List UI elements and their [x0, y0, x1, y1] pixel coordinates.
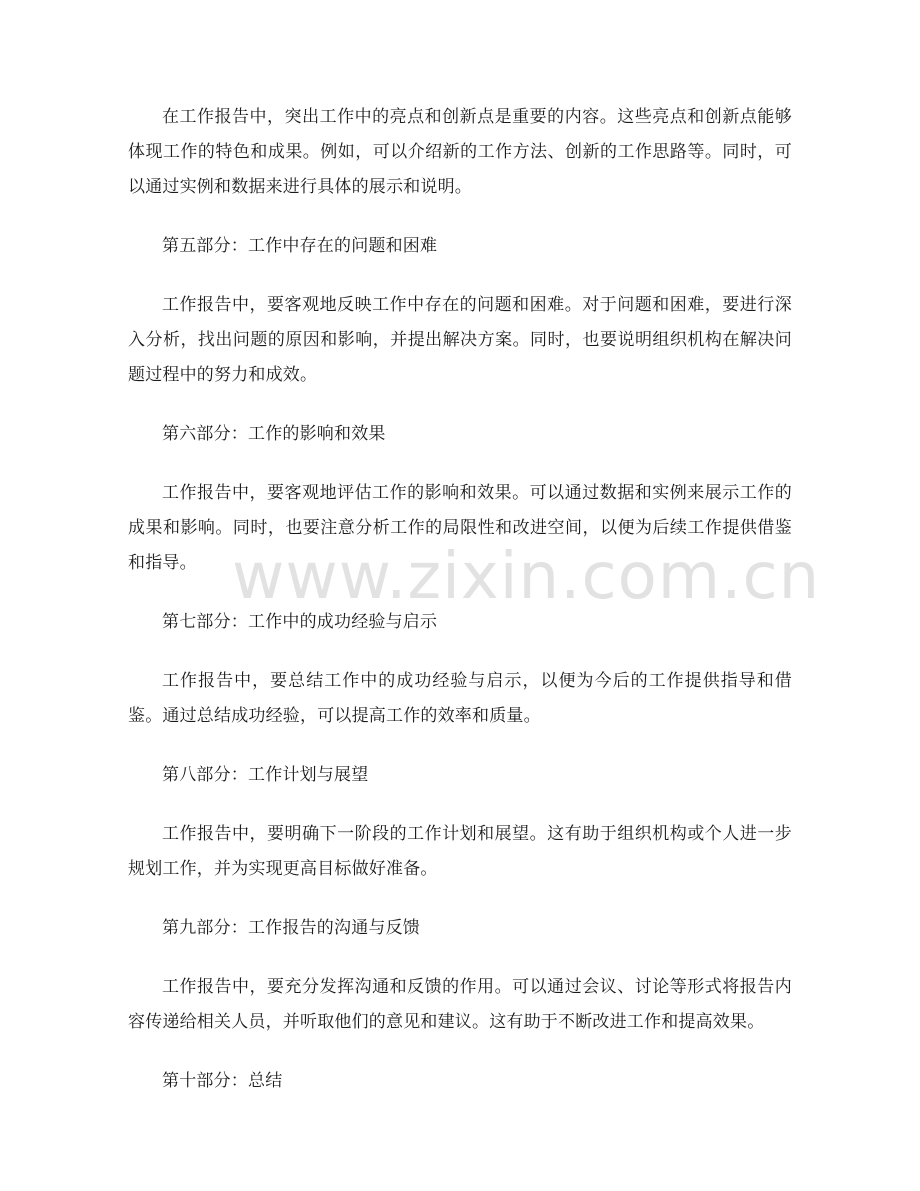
document-body: [128, 100, 792, 1123]
section-heading-8: 第八部分：工作计划与展望: [162, 765, 369, 785]
paragraph-highlights: 在工作报告中，突出工作中的亮点和创新点是重要的内容。这些亮点和创新点能够体现工作的特色和成果。例如，可以介绍新的工作方法、创新的工作思路等。同时，可以通过实例和数据来进行具体的展示和说明。: [128, 107, 792, 197]
section-heading-6: 第六部分：工作的影响和效果: [162, 424, 386, 444]
section-heading-7: 第七部分：工作中的成功经验与启示: [162, 612, 438, 632]
watermark: www.zixin.com.cn: [232, 540, 821, 614]
paragraph-feedback: 工作报告中，要充分发挥沟通和反馈的作用。可以通过会议、讨论等形式将报告内容传递给相关人员，并听取他们的意见和建议。这有助于不断改进工作和提高效果。: [128, 977, 792, 1032]
paragraph-experience: 工作报告中，要总结工作中的成功经验与启示，以便为今后的工作提供指导和借鉴。通过总结成功经验，可以提高工作的效率和质量。: [128, 671, 792, 726]
section-heading-9: 第九部分：工作报告的沟通与反馈: [162, 918, 420, 938]
section-heading-10: 第十部分：总结: [162, 1071, 283, 1091]
paragraph-impact: 工作报告中，要客观地评估工作的影响和效果。可以通过数据和实例来展示工作的成果和影响。同时，也要注意分析工作的局限性和改进空间，以便为后续工作提供借鉴和指导。: [128, 483, 792, 573]
paragraph-problems: 工作报告中，要客观地反映工作中存在的问题和困难。对于问题和困难，要进行深入分析，找出问题的原因和影响，并提出解决方案。同时，也要说明组织机构在解决问题过程中的努力和成效。: [128, 295, 792, 385]
section-heading-5: 第五部分：工作中存在的问题和困难: [162, 236, 438, 256]
paragraph-plan: 工作报告中，要明确下一阶段的工作计划和展望。这有助于组织机构或个人进一步规划工作，并为实现更高目标做好准备。: [128, 824, 792, 879]
